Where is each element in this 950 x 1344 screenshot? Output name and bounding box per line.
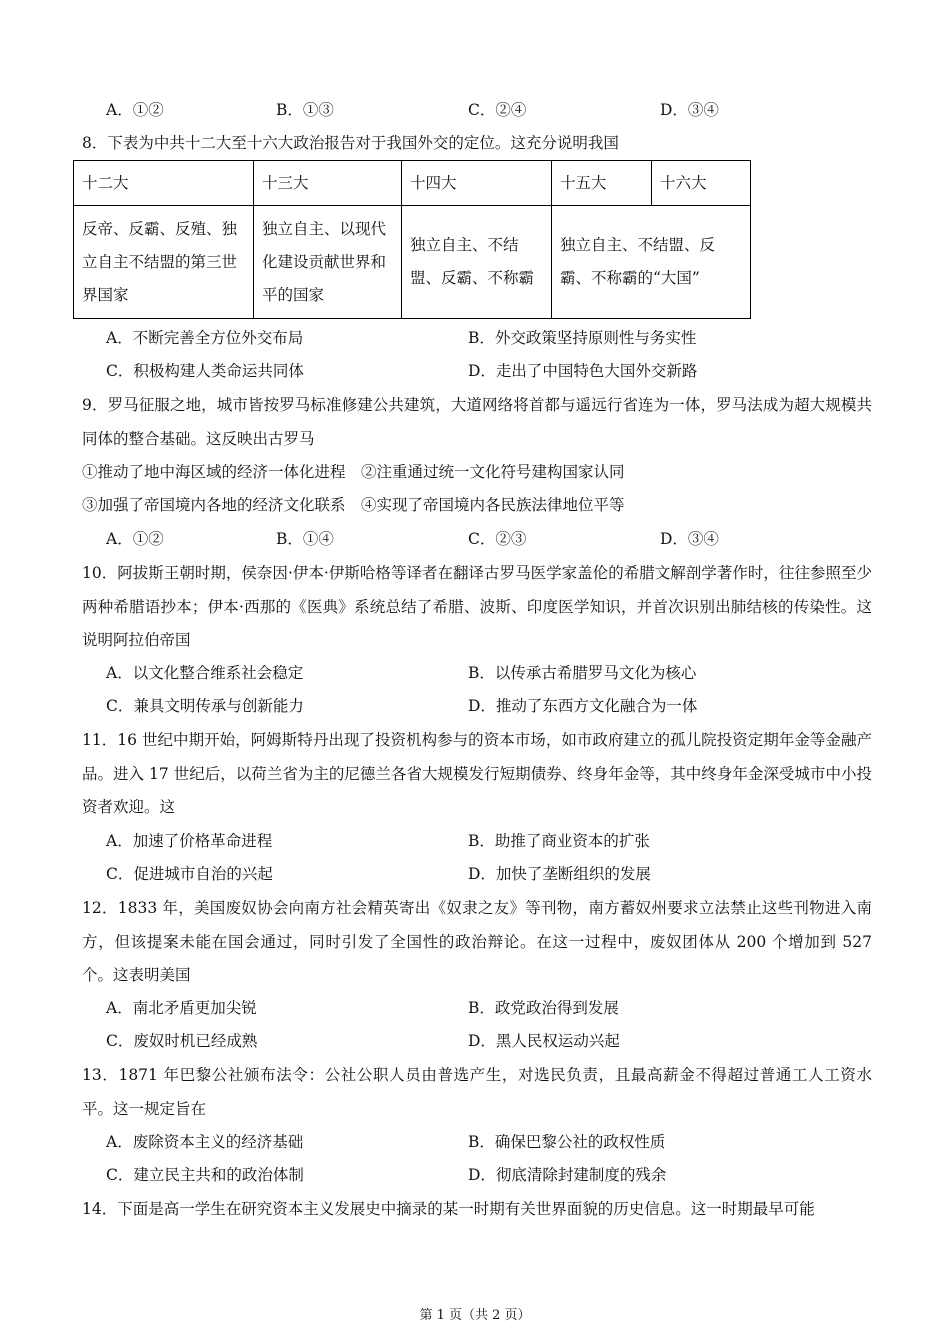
q8-option-b: B．外交政策坚持原则性与务实性 (468, 329, 697, 347)
q12-options-row2 (0, 1031, 950, 1053)
q13-stem: 13．1871 年巴黎公社颁布法令：公社公职人员由普选产生，对选民负责，且最高薪金不得超过普通工人工资水平。这一规定旨在 (82, 1066, 872, 1118)
q8-table (73, 160, 751, 319)
q8-header-14: 十四大 (402, 161, 552, 206)
q9-items-1: ①推动了地中海区域的经济一体化进程 ②注重通过统一文化符号建构国家认同 (82, 463, 625, 481)
q9-option-d: D．③④ (660, 530, 719, 548)
q13-option-b: B．确保巴黎公社的政权性质 (468, 1133, 666, 1151)
q7-options (0, 100, 950, 122)
q8-header-15: 十五大 (552, 161, 652, 206)
q10-option-b: B．以传承古希腊罗马文化为核心 (468, 664, 697, 682)
q11-options-row2 (0, 864, 950, 886)
q8-header-12: 十二大 (74, 161, 254, 206)
q12-option-d: D．黑人民权运动兴起 (468, 1032, 620, 1050)
q8-header-13: 十三大 (254, 161, 402, 206)
q13-options-row1 (0, 1132, 950, 1154)
q13-option-c: C．建立民主共和的政治体制 (106, 1166, 304, 1184)
q8-option-d: D．走出了中国特色大国外交新路 (468, 362, 698, 380)
q8-option-a: A．不断完善全方位外交布局 (106, 329, 304, 347)
q8-options-row2 (0, 361, 950, 383)
q7-option-c: C．②④ (468, 101, 527, 119)
q11-stem: 11．16 世纪中期开始，阿姆斯特丹出现了投资机构参与的资本市场，如市政府建立的孤儿院投资定期年金等金融产品。进入 17 世纪后，以荷兰省为主的尼德兰各省大规模发行短期债券、终身年金等，其中终身年金深受城市中小投资者欢迎。这 (82, 731, 872, 816)
q11-option-d: D．加快了垄断组织的发展 (468, 865, 651, 883)
q8-option-c: C．积极构建人类命运共同体 (106, 362, 304, 380)
q11-option-b: B．助推了商业资本的扩张 (468, 832, 650, 850)
q9-stem: 9．罗马征服之地，城市皆按罗马标准修建公共建筑，大道网络将首都与遥远行省连为一体，罗马法成为超大规模共同体的整合基础。这反映出古罗马 (82, 396, 872, 448)
q12-stem: 12．1833 年，美国废奴协会向南方社会精英寄出《奴隶之友》等刊物，南方蓄奴州要求立法禁止这些刊物进入南方，但该提案未能在国会通过，同时引发了全国性的政治辩论。在这一过程中，废奴团体从 200 个增加到 527 个。这表明美国 (82, 899, 872, 984)
q10-option-c: C．兼具文明传承与创新能力 (106, 697, 304, 715)
q10-option-d: D．推动了东西方文化融合为一体 (468, 697, 698, 715)
q10-options-row2 (0, 696, 950, 718)
q8-stem: 8．下表为中共十二大至十六大政治报告对于我国外交的定位。这充分说明我国 (82, 134, 619, 152)
q8-cell-13: 独立自主、以现代化建设贡献世界和平的国家 (254, 206, 402, 319)
q11-option-a: A．加速了价格革命进程 (106, 832, 273, 850)
q12-options-row1 (0, 998, 950, 1020)
q14-stem: 14．下面是高一学生在研究资本主义发展史中摘录的某一时期有关世界面貌的历史信息。这一时期最早可能 (82, 1200, 815, 1218)
q12-option-b: B．政党政治得到发展 (468, 999, 619, 1017)
q8-cell-12: 反帝、反霸、反殖、独立自主不结盟的第三世界国家 (74, 206, 254, 319)
q12-option-a: A．南北矛盾更加尖锐 (106, 999, 257, 1017)
q9-option-b: B．①④ (276, 530, 334, 548)
q7-option-d: D．③④ (660, 101, 719, 119)
q13-option-d: D．彻底清除封建制度的残余 (468, 1166, 667, 1184)
q8-header-16: 十六大 (652, 161, 751, 206)
q8-options-row1 (0, 328, 950, 350)
q12-option-c: C．废奴时机已经成熟 (106, 1032, 258, 1050)
q10-option-a: A．以文化整合维系社会稳定 (106, 664, 304, 682)
q9-option-a: A．①② (106, 530, 164, 548)
q7-option-b: B．①③ (276, 101, 334, 119)
q11-option-c: C．促进城市自治的兴起 (106, 865, 273, 883)
q13-options-row2 (0, 1165, 950, 1187)
q13-option-a: A．废除资本主义的经济基础 (106, 1133, 304, 1151)
q8-cell-15-16: 独立自主、不结盟、反霸、不称霸的“大国” (552, 206, 751, 319)
q9-options (0, 529, 950, 551)
q7-option-a: A．①② (106, 101, 164, 119)
q9-items-2: ③加强了帝国境内各地的经济文化联系 ④实现了帝国境内各民族法律地位平等 (82, 496, 625, 514)
q10-options-row1 (0, 663, 950, 685)
q11-options-row1 (0, 831, 950, 853)
q9-option-c: C．②③ (468, 530, 527, 548)
q8-cell-14: 独立自主、不结盟、反霸、不称霸 (402, 206, 552, 319)
page-footer: 第 1 页（共 2 页） (419, 1308, 531, 1323)
q10-stem: 10．阿拔斯王朝时期，侯奈因·伊本·伊斯哈格等译者在翻译古罗马医学家盖伦的希腊文解剖学著作时，往往参照至少两种希腊语抄本；伊本·西那的《医典》系统总结了希腊、波斯、印度医学知识，并首次识别出肺结核的传染性。这说明阿拉伯帝国 (82, 564, 872, 649)
